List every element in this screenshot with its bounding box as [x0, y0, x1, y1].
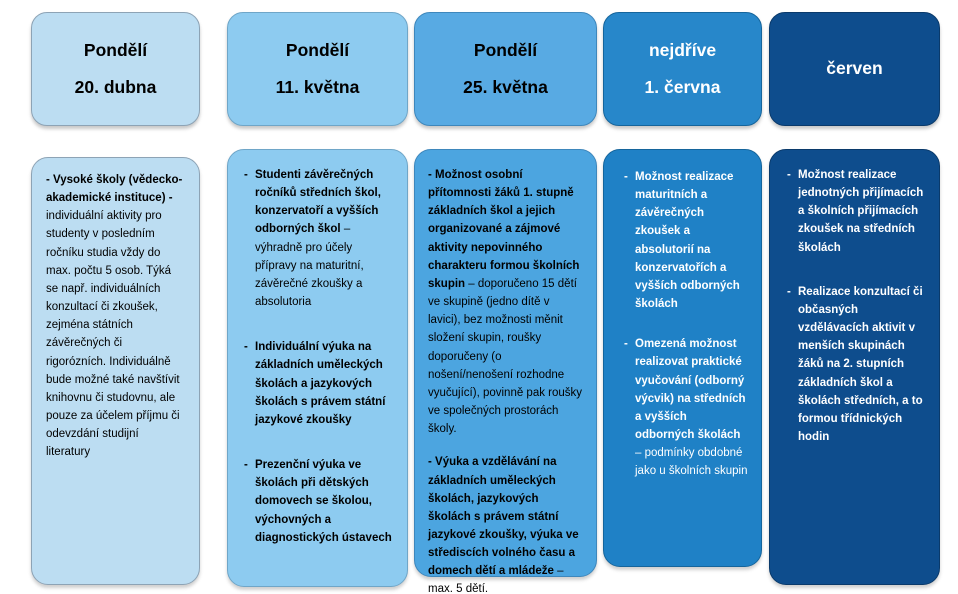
- bullet-marker: -: [787, 285, 791, 298]
- timeline-column-pondeli-25-kvetna: [414, 0, 597, 594]
- bullet-bold-text: - Výuka a vzdělávání na základních uměleckých školách, jazykových školách s právem státní jazykové zkoušky, výuka ve střediscích volného času a domech dětí a mládeže: [428, 456, 579, 578]
- column-header-pondeli-25-kvetna: [414, 12, 597, 126]
- header-title: Pondělí: [83, 40, 148, 61]
- bullet-marker: -: [624, 338, 628, 351]
- bullet-bold-text: Možnost realizace jednotných přijímacích a školních přijímacích zkoušek na středních školách: [798, 169, 924, 254]
- bullet-text: [798, 166, 928, 257]
- timeline-column-pondeli-20-dubna: [31, 0, 200, 594]
- bullet-bold-text: Studenti závěrečných ročníků středních škol, konzervatoří a vyšších odborných škol: [255, 169, 381, 236]
- bullet-bold-text: Omezená možnost realizovat praktické vyučování (odborný výcvik) na středních a vyšších odborných školách: [635, 338, 746, 442]
- bullet-regular-text: individuální aktivity pro studenty v posledním ročníku studia vždy do max. počtu 5 osob. Týká se např. individuálních konzultací či zkoušek, zejména státních závěrečných či rigorózních. Individuálně bude možné také navštívit knihovnu či studovnu, ale pouze za účelem příjmu či odevzdání studijní literatury: [46, 210, 180, 459]
- bullet-bold-text: Individuální výuka na základních uměleckých školách a jazykových školách s právem státní jazykové zkoušky: [255, 341, 386, 426]
- bullet-regular-text: – doporučeno 15 dětí ve skupině (jedno dítě v lavici), bez možnosti měnit složení skupin, roušky doporučeny (o nošení/nenošení rozhodne vyučující), povinně pak roušky ve společných prostorách školy.: [428, 277, 583, 436]
- bullet-item: [787, 283, 928, 446]
- bullet-bold-text: Možnost realizace maturitních a závěrečných zkoušek a absolutorií na konzervatořích a vyšších odborných školách: [635, 171, 740, 311]
- bullet-item: [428, 166, 583, 438]
- bullet-text: [635, 335, 748, 480]
- bullet-bold-text: - Vysoké školy (vědecko-akademické instituce) -: [46, 174, 183, 205]
- bullet-marker: -: [624, 171, 628, 183]
- header-date: 1. června: [644, 76, 721, 97]
- bullet-bold-text: - Možnost osobní přítomnosti žáků 1. stupně základních škol a jejich organizované a zájmové aktivity nepovinného charakteru formou školních skupin: [428, 169, 580, 290]
- bullet-text: [255, 166, 395, 311]
- bullet-item: [428, 453, 583, 594]
- bullet-text: [635, 168, 748, 313]
- bullet-marker: -: [244, 169, 248, 181]
- header-title: nejdříve: [648, 40, 717, 61]
- bullet-item: [46, 171, 185, 462]
- timeline-column-pondeli-11-kvetna: [227, 0, 408, 594]
- column-header-cerven: [769, 12, 940, 126]
- bullet-item: [624, 168, 748, 313]
- bullet-bold-text: Prezenční výuka ve školách při dětských domovech se školou, výchovných a diagnostických ústavech: [255, 459, 392, 544]
- bullet-text: [798, 283, 928, 446]
- bullet-item: [244, 338, 395, 429]
- bullet-marker: -: [787, 169, 791, 181]
- timeline-column-nejdrive-1-cervna: [603, 0, 762, 594]
- bullet-bold-text: Realizace konzultací či občasných vzdělávacích aktivit v menších skupinách žáků na 2. stupních základních škol a školách středních, a to formou třídnických hodin: [798, 285, 923, 444]
- column-header-pondeli-20-dubna: [31, 12, 200, 126]
- column-body-cerven: [769, 149, 940, 585]
- bullet-marker: -: [244, 459, 248, 472]
- column-header-nejdrive-1-cervna: [603, 12, 762, 126]
- header-title: Pondělí: [473, 40, 538, 61]
- bullet-marker: -: [244, 341, 248, 354]
- column-body-pondeli-11-kvetna: [227, 149, 408, 587]
- bullet-item: [787, 166, 928, 257]
- header-date: 25. května: [463, 76, 548, 97]
- header-title: Pondělí: [285, 40, 350, 61]
- bullet-text: [255, 338, 395, 429]
- timeline-column-cerven: [769, 0, 940, 594]
- bullet-item: [624, 335, 748, 480]
- bullet-regular-text: – max. 5 dětí.: [428, 565, 564, 594]
- bullet-text: [255, 456, 395, 547]
- column-body-nejdrive-1-cervna: [603, 149, 762, 567]
- bullet-item: [244, 166, 395, 311]
- column-header-pondeli-11-kvetna: [227, 12, 408, 126]
- header-title: červen: [826, 58, 883, 79]
- bullet-item: [244, 456, 395, 547]
- bullet-regular-text: – podmínky obdobné jako u školních skupin: [635, 447, 748, 478]
- column-body-pondeli-25-kvetna: [414, 149, 597, 594]
- header-date: 20. dubna: [74, 76, 157, 97]
- header-date: 11. května: [275, 76, 360, 97]
- column-body-pondeli-20-dubna: [31, 157, 200, 585]
- bullet-regular-text: – výhradně pro účely přípravy na maturitní, závěrečné zkoušky a absolutoria: [255, 223, 364, 309]
